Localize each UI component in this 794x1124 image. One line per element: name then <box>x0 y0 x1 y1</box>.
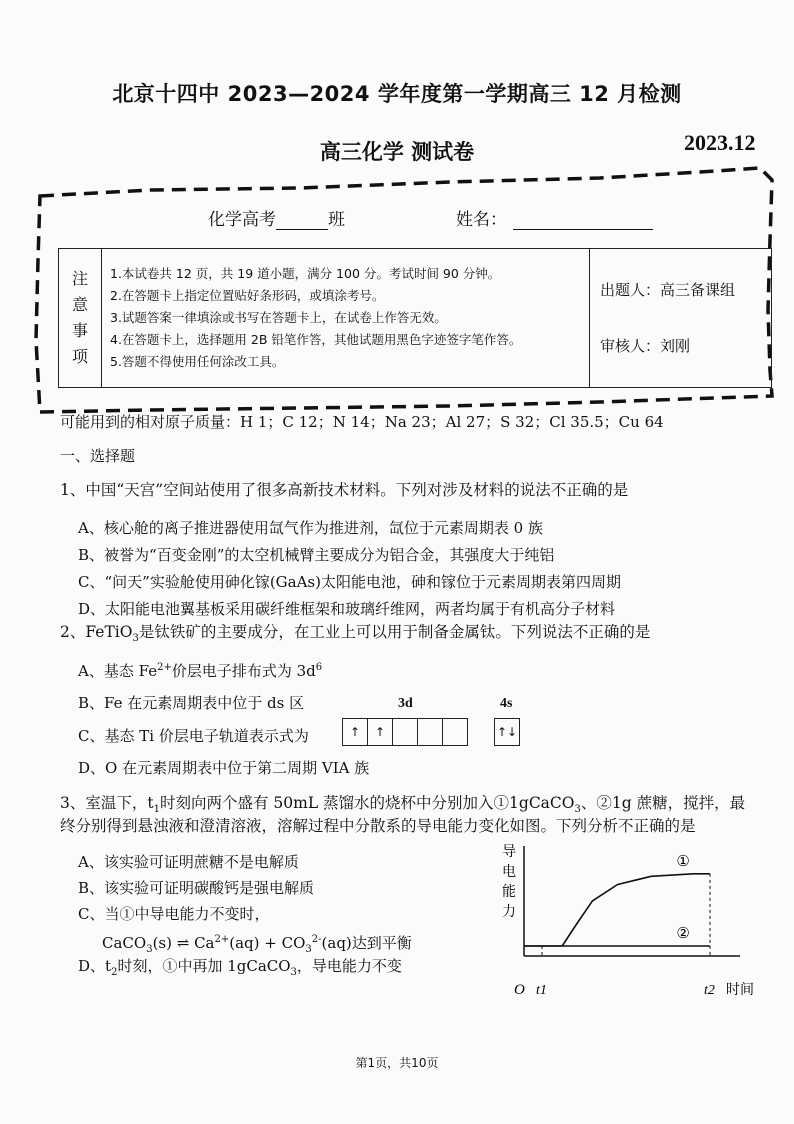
exam-date: 2023.12 <box>684 130 756 155</box>
eq-a: CaCO <box>102 934 147 952</box>
orbital-box <box>418 719 443 745</box>
q3-s1c: 、②1g 蔗糖，搅拌，最 <box>580 794 746 812</box>
notice-label-char: 事 <box>71 321 88 340</box>
notice-label <box>59 249 102 388</box>
reviewer: 审核人：刘刚 <box>600 337 691 355</box>
notice-item: 2.在答题卡上指定位置贴好条形码，或填涂考号。 <box>110 288 385 303</box>
q1-option-c[interactable]: C、“问天”实验舱使用砷化镓(GaAs)太阳能电池，砷和镓位于元素周期表第四周期 <box>78 573 621 591</box>
conductivity-chart <box>500 838 770 1008</box>
q2-stem <box>60 622 650 649</box>
class-blank[interactable] <box>276 229 328 230</box>
orbital-box: ↑ <box>368 719 393 745</box>
y-axis-label-char: 电 <box>502 864 516 880</box>
section-title: 一、选择题 <box>60 447 136 465</box>
atomic-masses: 可能用到的相对原子质量：H 1；C 12；N 14；Na 23；Al 27；S 32；Cl 35.5；Cu 64 <box>60 413 664 431</box>
q3-stem-line2: 终分别得到悬浊液和澄清溶液，溶解过程中分散系的导电能力变化如图。下列分析不正确的是 <box>60 817 696 835</box>
setter: 出题人：高三备课组 <box>600 281 736 299</box>
orbital-box <box>443 719 467 745</box>
notice-label-char: 意 <box>71 295 88 314</box>
exam-title: 北京十四中 2023—2024 学年度第一学期高三 12 月检测 <box>112 82 682 106</box>
class-suffix: 班 <box>328 210 345 230</box>
series-2-label: ② <box>676 924 690 942</box>
q3-s1b: 时刻向两个盛有 50mL 蒸馏水的烧杯中分别加入①1gCaCO <box>159 794 575 812</box>
eq-b: (s) ⇌ Ca <box>152 934 215 952</box>
y-axis-label-char: 能 <box>502 884 516 900</box>
q2-stem-pre: 2、FeTiO <box>60 623 133 641</box>
notice-table <box>58 248 772 388</box>
notice-item: 5.答题不得使用任何涂改工具。 <box>110 354 285 369</box>
q2-a-mid: 价层电子排布式为 3d <box>171 662 316 680</box>
q2-option-b[interactable]: B、Fe 在元素周期表中位于 ds 区 <box>78 694 305 712</box>
q3-d-b: 时刻，①中再加 1gCaCO <box>117 957 291 975</box>
notice-label-char: 注 <box>71 269 88 288</box>
orbital-3d-boxes <box>342 718 468 746</box>
q1-stem: 1、中国“天宫”空间站使用了很多高新技术材料。下列对涉及材料的说法不正确的是 <box>60 481 629 499</box>
q3-option-b[interactable]: B、该实验可证明碳酸钙是强电解质 <box>78 879 315 897</box>
q2-option-c[interactable]: C、基态 Ti 价层电子轨道表示式为 <box>78 727 309 745</box>
notice-item: 3.试题答案一律填涂或书写在答题卡上，在试卷上作答无效。 <box>110 310 447 325</box>
q3-option-c[interactable]: C、当①中导电能力不变时， <box>78 905 270 923</box>
orbital-box: ↑ <box>343 719 368 745</box>
page-footer: 第1页，共10页 <box>355 1056 439 1070</box>
q3-s1sub2: 3 <box>574 804 581 816</box>
name-blank[interactable] <box>513 229 653 230</box>
q3-d-a: D、t <box>78 957 112 975</box>
class-field <box>208 205 345 230</box>
name-label: 姓名： <box>456 210 507 230</box>
y-axis-label-char: 力 <box>502 904 516 920</box>
orbital-4s-label: 4s <box>500 696 513 711</box>
q2-stem-sub: 3 <box>132 633 139 645</box>
x-axis-label: 时间 <box>726 982 754 998</box>
eq-d: (aq)达到平衡 <box>321 934 412 952</box>
q3-d-c: ，导电能力不变 <box>296 957 402 975</box>
q2-stem-post: 是钛铁矿的主要成分，在工业上可以用于制备金属钛。下列说法不正确的是 <box>138 623 651 641</box>
y-axis-label-char: 导 <box>502 844 516 860</box>
notice-side <box>590 249 772 388</box>
eq-sub: 3 <box>146 944 153 955</box>
q3-s1sub: 1 <box>153 804 160 816</box>
q2-a-sup2: 6 <box>315 662 323 673</box>
notice-items <box>102 249 590 388</box>
eq-c: (aq) + CO <box>229 934 306 952</box>
series-1-label: ① <box>676 851 690 870</box>
eq-sup: 2+ <box>214 934 230 945</box>
name-field <box>456 205 653 230</box>
notice-item: 1.本试卷共 12 页，共 19 道小题，满分 100 分。考试时间 90 分钟。 <box>110 266 501 281</box>
q3-d-sub2: 3 <box>290 967 297 978</box>
orbital-3d-label: 3d <box>398 696 413 711</box>
x-tick-t1: t1 <box>536 983 547 998</box>
class-prefix: 化学高考 <box>208 210 276 230</box>
origin-label: O <box>514 982 525 998</box>
orbital-4s-boxes <box>494 718 520 746</box>
q1-option-d[interactable]: D、太阳能电池翼基板采用碳纤维框架和玻璃纤维网，两者均属于有机高分子材料 <box>78 600 616 618</box>
q2-option-d[interactable]: D、O 在元素周期表中位于第二周期 VIA 族 <box>78 759 370 777</box>
q3-option-a[interactable]: A、该实验可证明蔗糖不是电解质 <box>78 853 299 871</box>
q3-s1a: 3、室温下，t <box>60 794 154 812</box>
orbital-box: ↑↓ <box>496 725 518 739</box>
q2-a-sup: 2+ <box>157 662 172 673</box>
x-tick-t2: t2 <box>704 983 715 998</box>
eq-sub2: 3 <box>305 944 312 955</box>
q3-option-d[interactable] <box>78 956 402 983</box>
orbital-box <box>393 719 418 745</box>
notice-label-char: 项 <box>71 347 88 366</box>
q1-option-b[interactable]: B、被誉为“百变金刚”的太空机械臂主要成分为铝合金，其强度大于纯铝 <box>78 546 555 564</box>
q2-a-pre: A、基态 Fe <box>78 662 158 680</box>
q3-d-sub: 2 <box>111 967 118 978</box>
exam-subject: 高三化学 测试卷 <box>319 140 475 164</box>
notice-item: 4.在答题卡上，选择题用 2B 铅笔作答，其他试题用黑色字迹签字笔作答。 <box>110 332 522 347</box>
q2-option-a[interactable] <box>78 658 322 681</box>
eq-sup2: 2- <box>311 934 322 945</box>
q1-option-a[interactable]: A、核心舱的离子推进器使用氙气作为推进剂，氙位于元素周期表 0 族 <box>78 519 543 537</box>
